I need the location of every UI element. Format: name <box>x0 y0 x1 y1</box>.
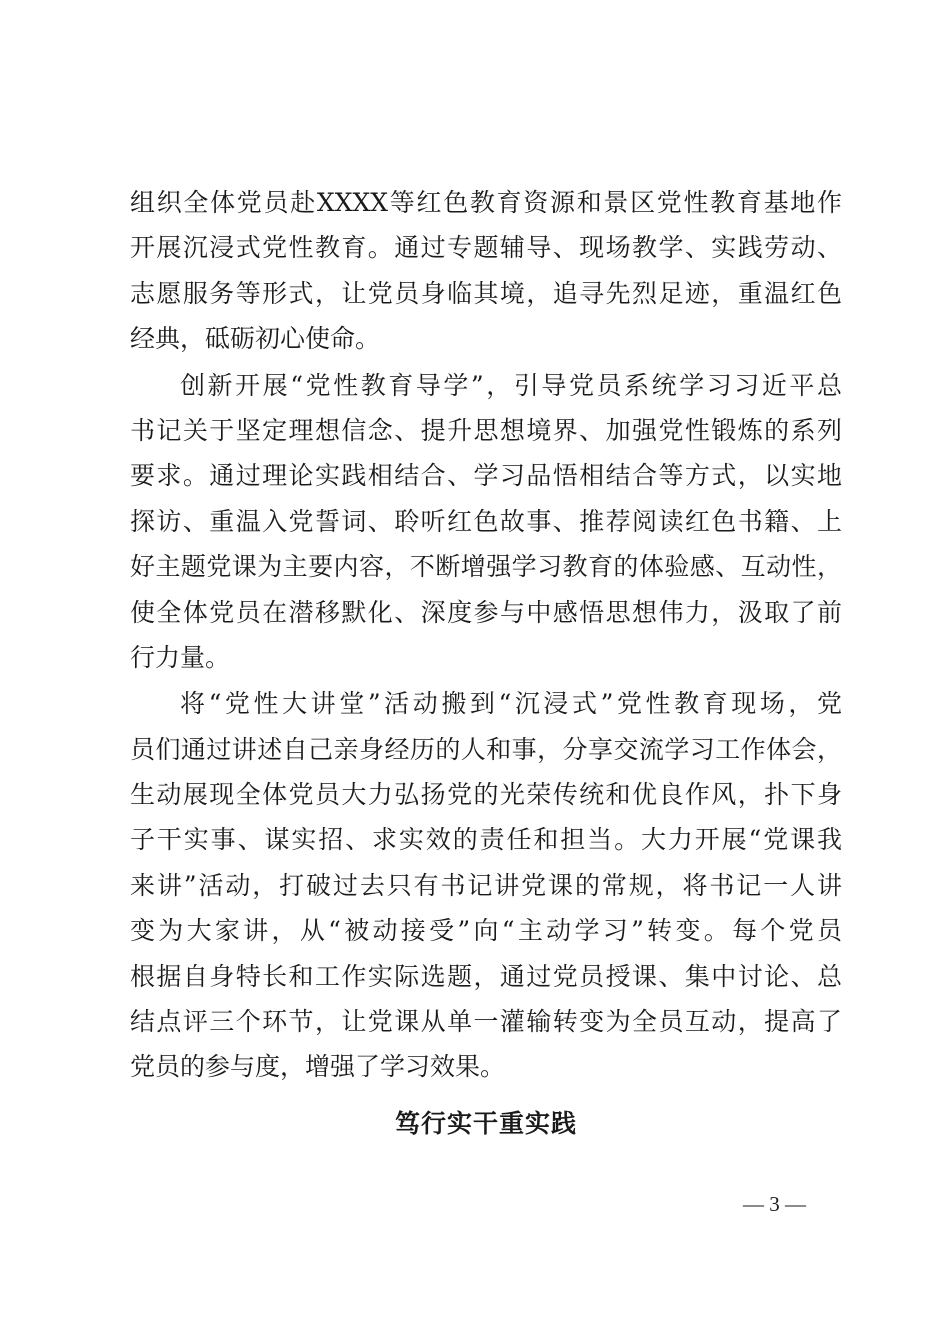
text-line: 子干实事、谋实招、求实效的责任和担当。大力开展“党课我 <box>130 825 842 855</box>
text-line: 将“党性大讲堂”活动搬到“沉浸式”党性教育现场，党 <box>180 689 842 719</box>
text-line: 探访、重温入党誓词、聆听红色故事、推荐阅读红色书籍、上 <box>130 506 842 536</box>
paragraph-3 <box>130 681 842 1090</box>
text-line: 党员的参与度，增强了学习效果。 <box>130 1052 506 1082</box>
text-line: 生动展现全体党员大力弘扬党的光荣传统和优良作风，扑下身 <box>130 780 842 810</box>
paragraph-1 <box>130 180 842 362</box>
text-line: 结点评三个环节，让党课从单一灌输转变为全员互动，提高了 <box>130 1007 842 1037</box>
text-line: 创新开展“党性教育导学”，引导党员系统学习习近平总 <box>180 370 842 400</box>
text-line: 经典，砥砺初心使命。 <box>130 324 381 354</box>
page-number: — 3 — <box>743 1192 806 1216</box>
text-line: 志愿服务等形式，让党员身临其境，追寻先烈足迹，重温红色 <box>130 278 842 308</box>
body-text <box>130 180 842 1090</box>
text-line: 使全体党员在潜移默化、深度参与中感悟思想伟力，汲取了前 <box>130 597 842 627</box>
text-line: 组织全体党员赴XXXX等红色教育资源和景区党性教育基地作 <box>130 188 842 217</box>
text-line: 好主题党课为主要内容，不断增强学习教育的体验感、互动性， <box>130 552 842 582</box>
paragraph-2 <box>130 363 842 681</box>
section-heading: 笃行实干重实践 <box>394 1109 577 1138</box>
text-line: 员们通过讲述自己亲身经历的人和事，分享交流学习工作体会， <box>130 734 842 764</box>
text-line: 开展沉浸式党性教育。通过专题辅导、现场教学、实践劳动、 <box>130 233 842 263</box>
text-line: 要求。通过理论实践相结合、学习品悟相结合等方式，以实地 <box>130 461 842 491</box>
text-line: 变为大家讲，从“被动接受”向“主动学习”转变。每个党员 <box>130 916 842 946</box>
text-line: 行力量。 <box>130 642 231 672</box>
text-line: 书记关于坚定理想信念、提升思想境界、加强党性锻炼的系列 <box>130 415 842 445</box>
text-line: 根据自身特长和工作实际选题，通过党员授课、集中讨论、总 <box>130 961 842 991</box>
text-line: 来讲”活动，打破过去只有书记讲党课的常规，将书记一人讲 <box>130 870 842 900</box>
